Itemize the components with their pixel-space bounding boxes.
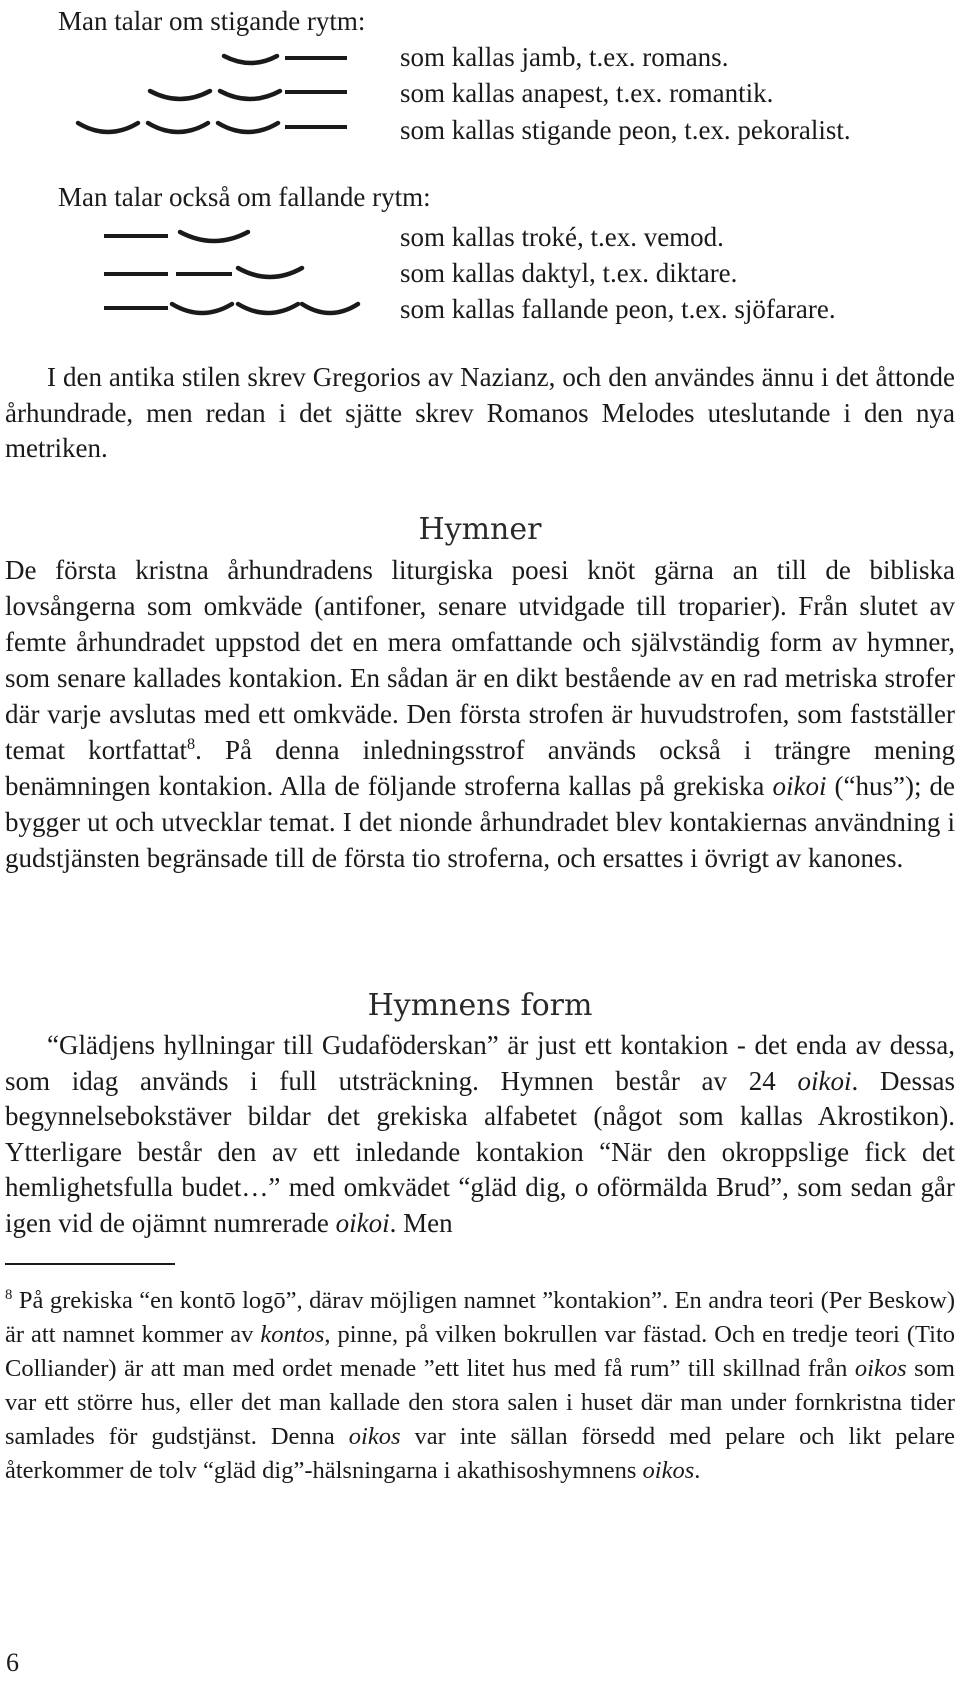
rising-rhythm-heading: Man talar om stigande rytm: [58, 6, 366, 36]
text-run: . På denna inledningsstrof används också i trängre mening benämningen kontakion. Alla de följande stroferna kallas på grekiska [5, 735, 955, 801]
footnote-reference[interactable]: 8 [187, 735, 196, 753]
unstressed-mark [218, 123, 278, 132]
unstressed-mark [224, 56, 277, 63]
italic-term: kontos [260, 1321, 325, 1348]
metrical-symbols [0, 220, 400, 260]
unstressed-mark [238, 268, 302, 277]
stressed-mark [104, 306, 168, 310]
metrical-symbols [0, 40, 400, 80]
meter-row-daktyl [0, 256, 960, 296]
meter-row-jamb [0, 40, 960, 80]
text-run: som var ett större hus, eller det man kallade den stora salen i huset där man under fornkristna tider samlades för gudstjänst. Denna [5, 1355, 955, 1450]
meter-label: som kallas jamb, t.ex. romans. [400, 42, 729, 72]
stressed-mark [285, 56, 347, 60]
italic-term: oikoi [335, 1207, 390, 1238]
section-heading-hymnens-form: Hymnens form [367, 988, 593, 1023]
metrical-symbols [0, 292, 400, 332]
text-run: . [694, 1457, 701, 1484]
metrical-symbols [0, 256, 400, 296]
stressed-mark [285, 125, 347, 129]
unstressed-mark [172, 304, 232, 313]
meter-label: som kallas daktyl, t.ex. diktare. [400, 258, 738, 288]
italic-term: oikos [642, 1457, 695, 1484]
text-run: var inte sällan försedd med pelare och likt pelare återkommer de tolv “gläd dig”-hälsningarna i akathisoshymnens [5, 1423, 955, 1484]
falling-rhythm-heading: Man talar också om fallande rytm: [58, 182, 431, 212]
stressed-mark [176, 272, 232, 276]
text-run: . Dessas begynnelsebokstäver bildar det grekiska alfabetet (något som kallas Akrostikon). Ytterligare består den av ett inledande kontakion “När den okroppslige fick det hemlighetsfulla budet…” med omkvädet “gläd dig, o oförmälda Brud”, som sedan går igen vid de ojämnt numrerade [5, 1065, 955, 1238]
meter-label: som kallas anapest, t.ex. romantik. [400, 78, 774, 108]
italic-term: oikos [854, 1355, 907, 1382]
stressed-mark [104, 234, 168, 238]
stressed-mark [285, 90, 347, 94]
text-run: De första kristna århundradens liturgiska poesi knöt gärna an till de bibliska lovsångerna som omkväde (antifoner, senare utvidgade till troparier). Från slutet av femte århundradet uppstod det en mera omfattande och självständig form av hymner, som senare kallades kontakion. En sådan är en dikt bestående av en rad metriska strofer där varje avslutas med ett omkväde. Den första strofen är huvudstrofen, som fastställer temat kortfattat [5, 555, 955, 765]
footnote-8 [5, 1284, 955, 1488]
unstressed-mark [238, 304, 298, 313]
meter-row-stigande-peon [0, 113, 960, 153]
unstressed-mark [78, 123, 138, 132]
stressed-mark [104, 272, 168, 276]
italic-term: oikos [348, 1423, 401, 1450]
meter-label: som kallas stigande peon, t.ex. pekoralist. [400, 115, 851, 145]
italic-term: oikoi [797, 1065, 852, 1096]
text-run: På grekiska “en kontō logō”, därav möjligen namnet ”kontakion”. En andra teori (Per Beskow) är att namnet kommer av [5, 1287, 955, 1348]
unstressed-mark [148, 123, 208, 132]
unstressed-mark [180, 232, 248, 241]
meter-row-troke [0, 220, 960, 260]
footnote-separator [5, 1263, 175, 1265]
text-run: , pinne, på vilken bokrullen var fästad. Och en tredje teori (Tito Colliander) är att man med ordet menade ”ett litet hus med få rum” till skillnad från [5, 1321, 955, 1382]
unstressed-mark [220, 91, 280, 99]
paragraph-antika: I den antika stilen skrev Gregorios av Nazianz, och den användes ännu i det åttonde århundrade, men redan i det sjätte skrev Romanos Melodes uteslutande i den nya metriken. [5, 362, 955, 463]
footnote-number: 8 [5, 1286, 13, 1303]
metrical-symbols [0, 76, 400, 116]
text-run: . Men [389, 1207, 453, 1238]
meter-label: som kallas troké, t.ex. vemod. [400, 222, 724, 252]
unstressed-mark [150, 91, 210, 99]
italic-term: oikoi [772, 771, 827, 801]
metrical-symbols [0, 113, 400, 153]
text-run: “Glädjens hyllningar till Gudaföderskan” är just ett kontakion - det enda av dessa, som idag används i full utsträckning. Hymnen består av 24 [5, 1030, 955, 1096]
unstressed-mark [302, 304, 358, 313]
paragraph-hymner [5, 552, 955, 876]
paragraph-hymnens-form [5, 1028, 955, 1241]
meter-row-fallande-peon [0, 292, 960, 332]
text-run: (“hus”); de bygger ut och utvecklar temat. I det nionde århundradet blev kontakiernas användning i gudstjänsten begränsade till de första tio stroferna, och ersattes i övrigt av kanones. [5, 771, 955, 873]
meter-label: som kallas fallande peon, t.ex. sjöfarare. [400, 294, 836, 324]
meter-row-anapest [0, 76, 960, 116]
page-number: 6 [6, 1648, 19, 1677]
section-heading-hymner: Hymner [418, 512, 542, 547]
